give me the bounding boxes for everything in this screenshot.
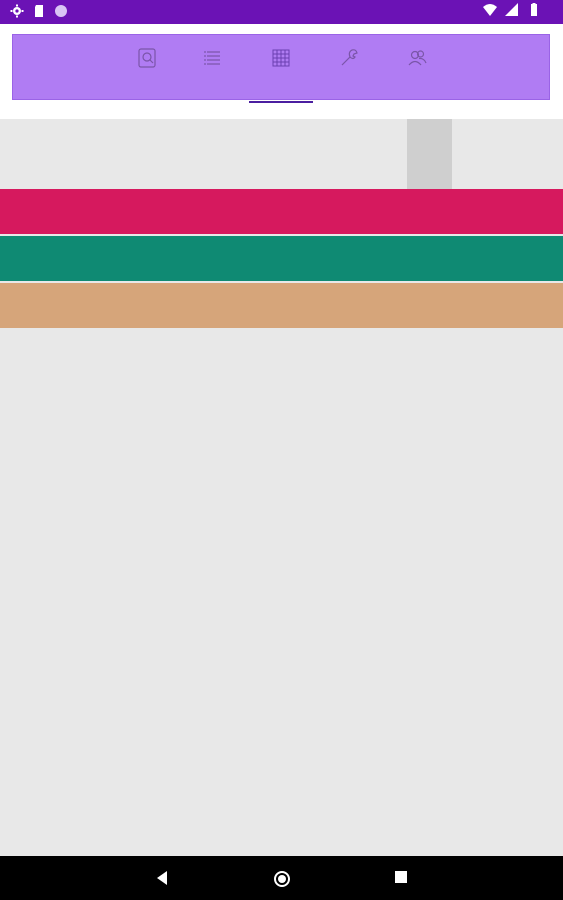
polarity-label	[0, 283, 136, 328]
hits-label	[0, 189, 136, 234]
remedy-header[interactable]	[497, 119, 542, 189]
remedy-header[interactable]	[362, 119, 407, 189]
remedy-header[interactable]	[542, 119, 563, 189]
navigation-bar	[0, 856, 563, 900]
remedy-header-highlighted[interactable]	[407, 119, 452, 189]
settings-icon	[10, 4, 24, 18]
tab-evaluation[interactable]	[249, 35, 313, 101]
search-icon	[136, 47, 158, 69]
status-bar	[0, 0, 563, 24]
polarity-row	[0, 283, 563, 328]
hits-row	[0, 189, 563, 234]
toolbar-area	[0, 24, 563, 119]
wrench-icon	[338, 47, 360, 69]
remedy-header[interactable]	[452, 119, 497, 189]
evaluation-grid	[0, 119, 563, 856]
remedy-header[interactable]	[317, 119, 362, 189]
home-icon[interactable]	[273, 870, 291, 888]
grades-label	[0, 236, 136, 281]
tab-options[interactable]	[317, 35, 381, 101]
toolbar	[12, 34, 550, 100]
active-tab-indicator	[249, 101, 313, 103]
grid-icon	[270, 47, 292, 69]
recents-icon[interactable]	[394, 870, 408, 884]
back-icon[interactable]	[155, 870, 169, 886]
remedy-header[interactable]	[227, 119, 272, 189]
grades-row	[0, 236, 563, 281]
sd-card-icon	[32, 4, 46, 18]
wifi-icon	[483, 3, 497, 17]
battery-icon	[527, 3, 541, 17]
remedy-header[interactable]	[272, 119, 317, 189]
tab-patients[interactable]	[385, 35, 449, 101]
list-icon	[202, 47, 224, 69]
tab-selection[interactable]	[181, 35, 245, 101]
signal-icon	[505, 3, 519, 17]
people-icon	[406, 47, 428, 69]
circle-icon	[54, 4, 68, 18]
remedy-header-row	[0, 119, 563, 189]
remedy-header[interactable]	[137, 119, 182, 189]
remedy-header[interactable]	[182, 119, 227, 189]
tab-search[interactable]	[115, 35, 179, 101]
